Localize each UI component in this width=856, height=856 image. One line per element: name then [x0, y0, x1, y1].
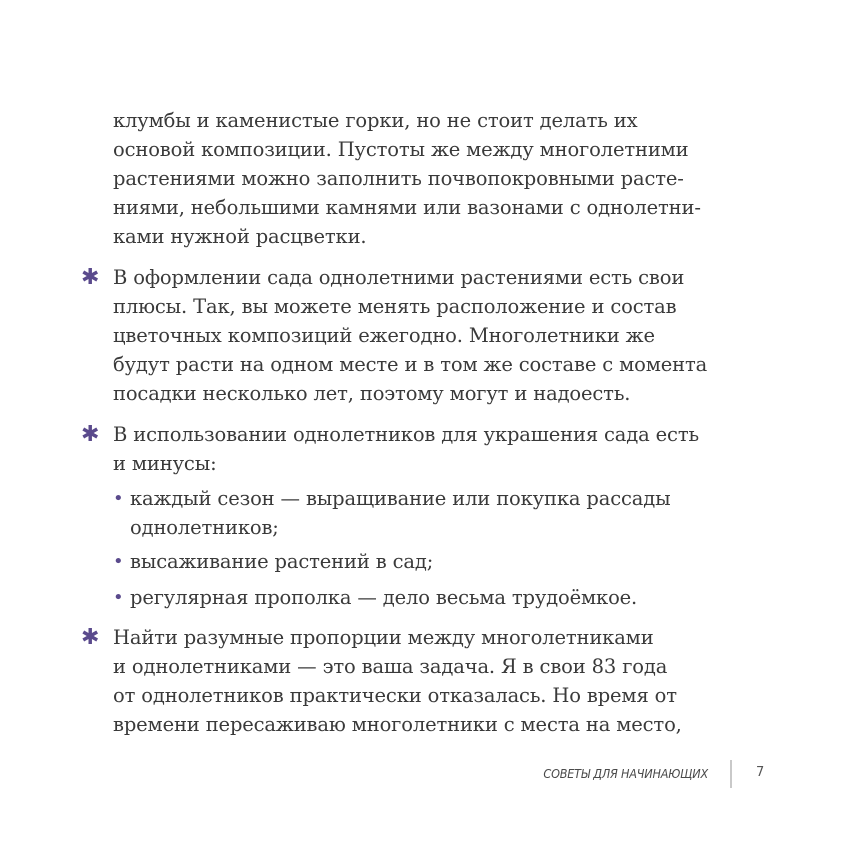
- text-line: В оформлении сада однолетними растениями есть свои: [113, 266, 685, 289]
- footer-divider: [730, 760, 732, 788]
- sub-list-item: [113, 583, 753, 612]
- dot-bullet-icon: •: [113, 551, 124, 572]
- text-line: плюсы. Так, вы можете менять расположение и состав: [113, 295, 677, 318]
- text-line: цветочных композиций ежегодно. Многолетники же: [113, 324, 655, 347]
- text-line: времени пересаживаю многолетники с места на место,: [113, 713, 682, 736]
- text-line: однолетников;: [130, 516, 279, 539]
- text-line: высаживание растений в сад;: [130, 550, 434, 573]
- running-footer-title: СОВЕТЫ ДЛЯ НАЧИНАЮЩИХ: [543, 766, 708, 781]
- text-line: растениями можно заполнить почвопокровными расте-: [113, 167, 684, 190]
- text-line: регулярная прополка — дело весьма трудоёмкое.: [130, 586, 638, 609]
- text-line: от однолетников практически отказалась. Но время от: [113, 684, 677, 707]
- text-line: ками нужной расцветки.: [113, 225, 367, 248]
- asterisk-bullet-icon: ✱: [81, 625, 100, 650]
- text-line: В использовании однолетников для украшения сада есть: [113, 423, 699, 446]
- asterisk-bullet-icon: ✱: [81, 265, 100, 290]
- text-line: посадки несколько лет, поэтому могут и надоесть.: [113, 382, 631, 405]
- text-line: будут расти на одном месте и в том же составе с момента: [113, 353, 708, 376]
- text-line: и однолетниками — это ваша задача. Я в свои 83 года: [113, 655, 668, 678]
- dot-bullet-icon: •: [113, 488, 124, 509]
- asterisk-bullet-icon: ✱: [81, 422, 100, 447]
- page-number: 7: [756, 765, 765, 780]
- text-line: Найти разумные пропорции между многолетниками: [113, 626, 654, 649]
- bullet-paragraph-1: [81, 263, 753, 408]
- text-line: основой композиции. Пустоты же между многолетними: [113, 138, 689, 161]
- paragraph-continuation: [113, 106, 753, 251]
- bullet-paragraph-2: [81, 420, 753, 478]
- text-line: каждый сезон — выращивание или покупка рассады: [130, 487, 671, 510]
- sub-list-item: [113, 484, 753, 542]
- bullet-paragraph-3: [81, 623, 753, 739]
- text-line: ниями, небольшими камнями или вазонами с однолетни-: [113, 196, 701, 219]
- dot-bullet-icon: •: [113, 587, 124, 608]
- sub-list-item: [113, 547, 753, 576]
- text-line: клумбы и каменистые горки, но не стоит делать их: [113, 109, 638, 132]
- text-line: и минусы:: [113, 452, 217, 475]
